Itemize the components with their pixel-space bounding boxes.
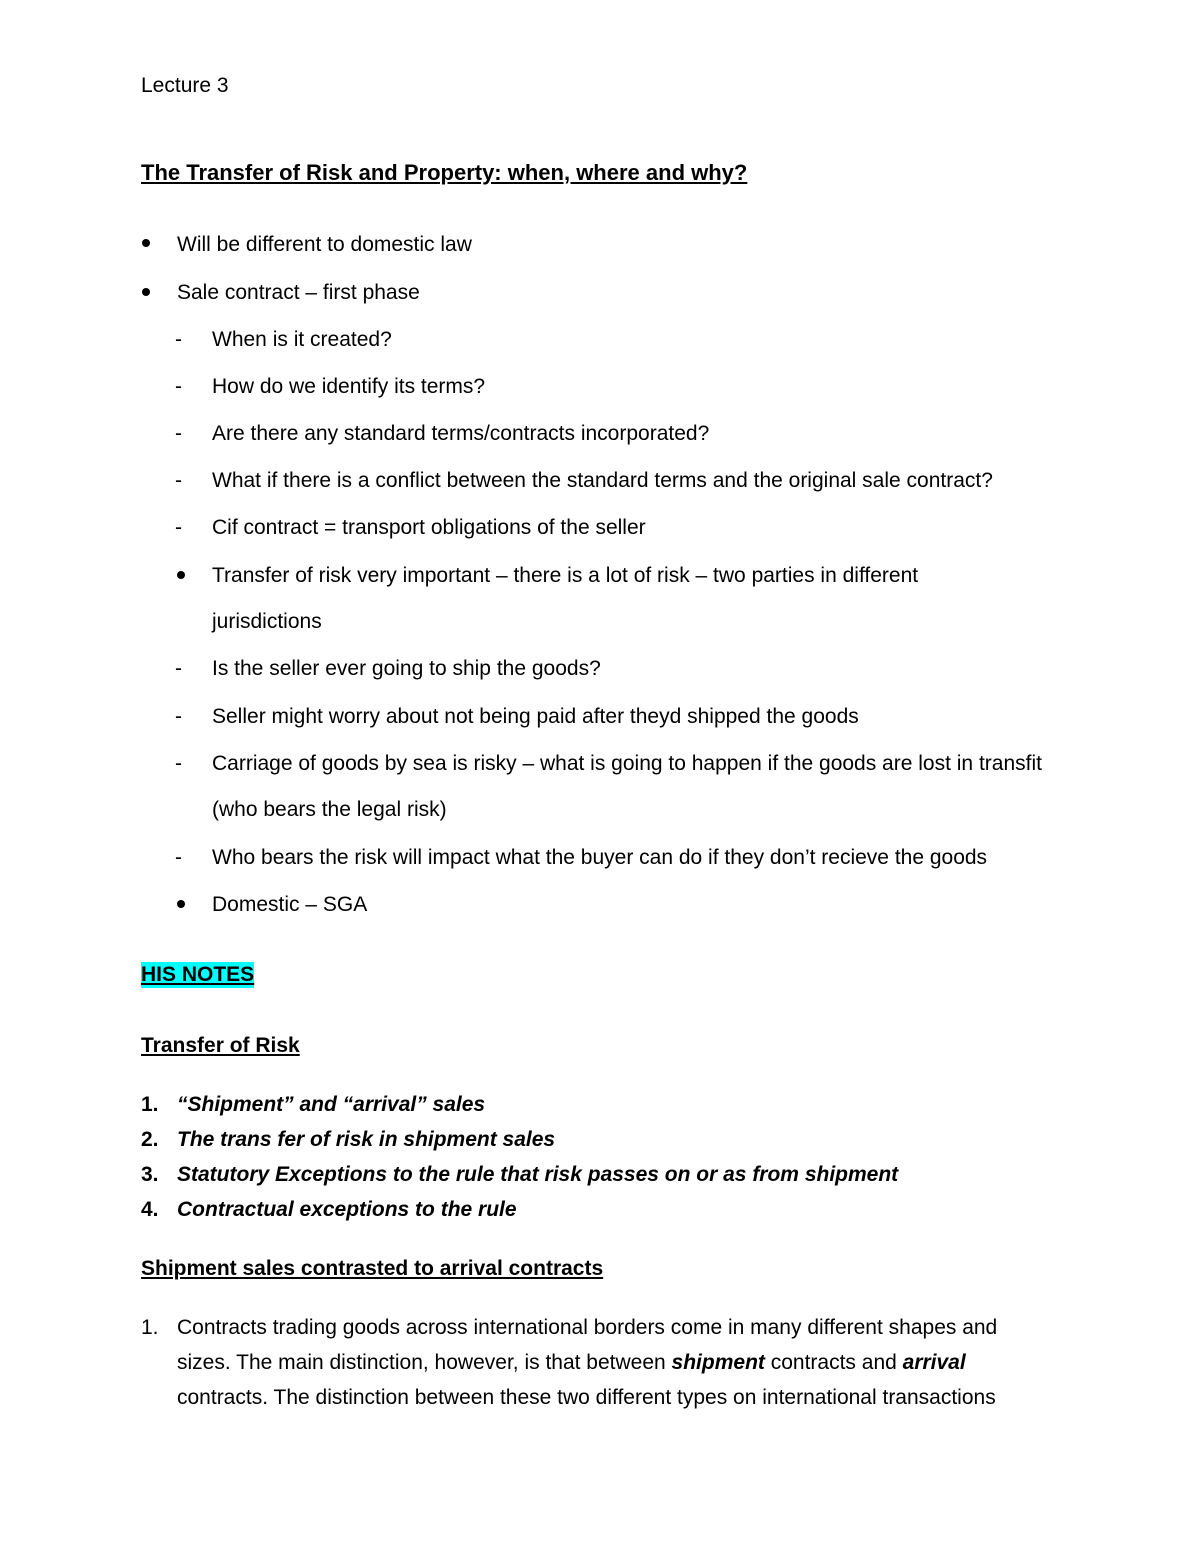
dash-item: Carriage of goods by sea is risky – what is going to happen if the goods are lost in transfit (212, 752, 1042, 775)
dash-marker-icon: - (175, 752, 182, 775)
bullet-icon (177, 900, 185, 908)
list-number: 1. (141, 1316, 159, 1339)
section-heading: Shipment sales contrasted to arrival contracts (141, 1257, 604, 1280)
dash-item: Who bears the risk will impact what the buyer can do if they don’t recieve the goods (212, 846, 988, 869)
bullet-item: Domestic – SGA (212, 893, 368, 916)
bullet-icon (177, 571, 185, 579)
numbered-item: Contractual exceptions to the rule (177, 1198, 517, 1221)
paragraph-text: sizes. The main distinction, however, is that between (177, 1351, 672, 1374)
paragraph-text: contracts and (764, 1351, 903, 1374)
dash-item: What if there is a conflict between the standard terms and the original sale contract? (212, 469, 993, 492)
list-number: 4. (141, 1198, 159, 1221)
lecture-label: Lecture 3 (141, 74, 229, 97)
numbered-item: Statutory Exceptions to the rule that risk passes on or as from shipment (177, 1163, 899, 1186)
dash-item: Seller might worry about not being paid after theyd shipped the goods (212, 705, 859, 728)
dash-marker-icon: - (175, 705, 182, 728)
numbered-item: The trans fer of risk in shipment sales (177, 1128, 556, 1151)
numbered-item: “Shipment” and “arrival” sales (177, 1093, 486, 1116)
dash-item: Is the seller ever going to ship the goods? (212, 657, 601, 680)
bullet-icon (142, 239, 150, 247)
page-title: The Transfer of Risk and Property: when, where and why? (141, 160, 748, 185)
section-heading: Transfer of Risk (141, 1034, 300, 1057)
dash-marker-icon: - (175, 328, 182, 351)
dash-item: Are there any standard terms/contracts incorporated? (212, 422, 710, 445)
dash-item: Cif contract = transport obligations of the seller (212, 516, 646, 539)
dash-marker-icon: - (175, 846, 182, 869)
dash-marker-icon: - (175, 375, 182, 398)
his-notes-heading: HIS NOTES (141, 963, 255, 986)
dash-marker-icon: - (175, 516, 182, 539)
emphasis-shipment: shipment (671, 1351, 765, 1374)
list-number: 1. (141, 1093, 159, 1116)
list-number: 2. (141, 1128, 159, 1151)
bullet-item: Transfer of risk very important – there is a lot of risk – two parties in different (212, 564, 919, 587)
bullet-item-continuation: jurisdictions (212, 610, 322, 633)
paragraph-line: contracts. The distinction between these two different types on international transactions (177, 1386, 996, 1409)
dash-item-continuation: (who bears the legal risk) (212, 798, 447, 821)
dash-item: How do we identify its terms? (212, 375, 486, 398)
dash-marker-icon: - (175, 657, 182, 680)
bullet-item: Sale contract – first phase (177, 281, 420, 304)
paragraph-line (177, 1350, 966, 1376)
dash-marker-icon: - (175, 422, 182, 445)
bullet-item: Will be different to domestic law (177, 233, 472, 256)
paragraph-line: Contracts trading goods across international borders come in many different shapes and (177, 1316, 998, 1339)
dash-item: When is it created? (212, 328, 392, 351)
dash-marker-icon: - (175, 469, 182, 492)
bullet-icon (142, 288, 150, 296)
list-number: 3. (141, 1163, 159, 1186)
emphasis-arrival: arrival (902, 1351, 966, 1374)
